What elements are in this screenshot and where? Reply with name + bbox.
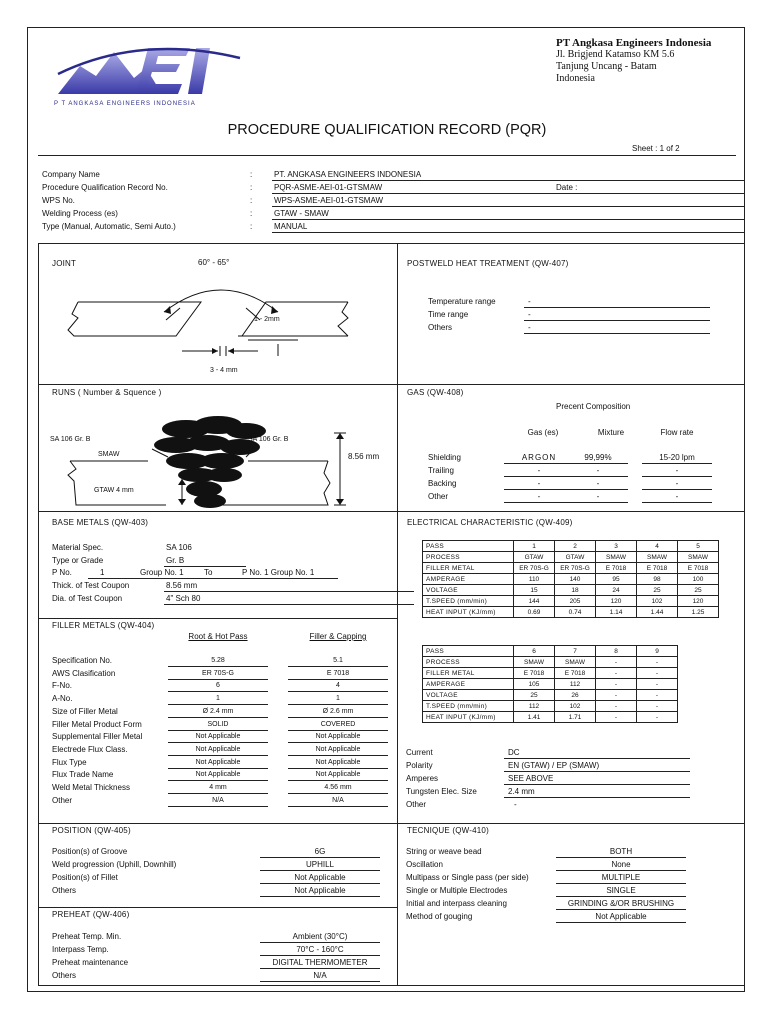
- diameter-value: 4" Sch 80: [166, 594, 201, 603]
- logo-subtitle: P T ANGKASA ENGINEERS INDONESIA: [54, 101, 196, 107]
- electrical-row: [423, 679, 678, 690]
- gas-col-flow: Flow rate: [660, 428, 694, 437]
- polarity-label: Polarity: [406, 761, 433, 770]
- company-address-2: Tanjung Uncang - Batam: [556, 61, 657, 72]
- filler-row-label: Electrede Flux Class.: [52, 745, 128, 754]
- thickness-label: Thick. of Test Coupon: [52, 581, 130, 590]
- gas-row-flow: -: [675, 466, 679, 475]
- filler-row-label: A-No.: [52, 694, 73, 703]
- electrical-cell: 95: [596, 574, 637, 585]
- technique-row-label: Single or Multiple Electrodes: [406, 886, 508, 895]
- base-metals-header: BASE METALS (QW-403): [52, 518, 149, 527]
- pno-label: P No.: [52, 568, 72, 577]
- electrical-cell: 0.74: [555, 607, 596, 618]
- filler-capping-value: Ø 2.6 mm: [322, 708, 354, 715]
- electrical-cell: GTAW: [555, 552, 596, 563]
- electrical-cell: 25: [678, 585, 719, 596]
- joint-diagram: [58, 256, 378, 378]
- position-row-label: Others: [52, 886, 77, 895]
- electrical-cell: 6: [514, 646, 555, 657]
- filler-col-capping: Filler & Capping: [309, 632, 367, 641]
- technique-row-value: MULTIPLE: [601, 873, 641, 882]
- amperes-value: SEE ABOVE: [508, 774, 554, 783]
- row-rule: [288, 755, 388, 756]
- position-header: POSITION (QW-405): [52, 826, 131, 835]
- electrical-cell: 1: [514, 541, 555, 552]
- filler-root-value: Not Applicable: [195, 746, 241, 753]
- filler-capping-value: Not Applicable: [315, 733, 361, 740]
- row-rule: [288, 730, 388, 731]
- row-rule: [288, 679, 388, 680]
- electrical-row-label: AMPERAGE: [423, 679, 514, 690]
- filler-capping-value: N/A: [332, 797, 344, 804]
- filler-root-value: 1: [216, 695, 220, 702]
- electrical-cell: -: [596, 668, 637, 679]
- group-label: Group No. 1: [140, 568, 184, 577]
- document-title: PROCEDURE QUALIFICATION RECORD (PQR): [227, 122, 547, 138]
- electrical-cell: SMAW: [637, 552, 678, 563]
- row-rule: [168, 717, 268, 718]
- filler-capping-value: 1: [336, 695, 340, 702]
- grade-label: Type or Grade: [52, 556, 104, 565]
- pwht-temp-label: Temperature range: [428, 297, 496, 306]
- electrical-row-label: T.SPEED (mm/min): [423, 701, 514, 712]
- electrical-cell: 18: [555, 585, 596, 596]
- joint-angle-label: 60° - 65°: [198, 258, 230, 267]
- technique-row-value: SINGLE: [606, 886, 636, 895]
- gas-row-gas: ARGON: [521, 453, 557, 462]
- electrical-row-label: T.SPEED (mm/min): [423, 596, 514, 607]
- wps-no-value: WPS-ASME-AEI-01-GTSMAW: [274, 196, 384, 205]
- electrical-row-label: HEAT INPUT (KJ/mm): [423, 607, 514, 618]
- company-address-1: Jl. Brigjend Katamso KM 5.6: [556, 49, 675, 60]
- row-rule: [168, 793, 268, 794]
- date-label: Date :: [556, 183, 578, 192]
- filler-metals-header: FILLER METALS (QW-404): [52, 621, 155, 630]
- filler-row-label: AWS Clasification: [52, 669, 116, 678]
- electrical-cell: 205: [555, 596, 596, 607]
- electrical-row-label: HEAT INPUT (KJ/mm): [423, 712, 514, 723]
- gas-col-mixture: Mixture: [597, 428, 625, 437]
- electrical-cell: -: [596, 701, 637, 712]
- to-label: To: [204, 568, 213, 577]
- welding-process-label: Welding Process (es): [42, 209, 118, 218]
- electrical-row: [423, 646, 678, 657]
- filler-row-label: Weld Metal Thickness: [52, 783, 130, 792]
- electrical-cell: -: [637, 712, 678, 723]
- wps-no-label: WPS No.: [42, 196, 75, 205]
- filler-row-label: F-No.: [52, 681, 72, 690]
- electrical-cell: 1.41: [514, 712, 555, 723]
- position-row-label: Position(s) of Groove: [52, 847, 128, 856]
- electrical-cell: 110: [514, 574, 555, 585]
- pqr-no-label: Procedure Qualification Record No.: [42, 183, 168, 192]
- filler-root-value: Ø 2.4 mm: [202, 708, 234, 715]
- polarity-value: EN (GTAW) / EP (SMAW): [508, 761, 600, 770]
- electrical-row-label: FILLER METAL: [423, 668, 514, 679]
- electrical-cell: 25: [637, 585, 678, 596]
- gas-row-label: Trailing: [428, 466, 454, 475]
- material-spec-label: Material Spec.: [52, 543, 104, 552]
- electrical-cell: SMAW: [596, 552, 637, 563]
- filler-capping-value: 5.1: [333, 657, 343, 664]
- pno-to-value: P No. 1 Group No. 1: [242, 568, 315, 577]
- technique-row-value: BOTH: [609, 847, 633, 856]
- electrical-cell: 1.25: [678, 607, 719, 618]
- filler-row-label: Flux Trade Name: [52, 770, 114, 779]
- gas-row-flow: -: [675, 492, 679, 501]
- filler-root-value: 4 mm: [209, 784, 227, 791]
- electrical-cell: E 7018: [678, 563, 719, 574]
- technique-row-value: GRINDING &/OR BRUSHING: [567, 899, 675, 908]
- row-rule: [556, 883, 686, 884]
- preheat-row-label: Interpass Temp.: [52, 945, 109, 954]
- row-rule: [168, 666, 268, 667]
- colon: :: [250, 222, 253, 231]
- row-rule: [168, 691, 268, 692]
- technique-header: TECNIQUE (QW-410): [407, 826, 489, 835]
- electrical-cell: 9: [637, 646, 678, 657]
- electrical-row-label: PROCESS: [423, 657, 514, 668]
- position-row-label: Weld progression (Uphill, Downhill): [52, 860, 177, 869]
- preheat-row-value: N/A: [313, 971, 327, 980]
- electrical-table-2: [422, 645, 678, 723]
- electrical-cell: E 7018: [555, 668, 596, 679]
- row-rule: [556, 857, 686, 858]
- electrical-cell: 112: [555, 679, 596, 690]
- pno-value: 1: [100, 568, 105, 577]
- filler-root-value: SOLID: [207, 721, 229, 728]
- electrical-cell: 1.44: [637, 607, 678, 618]
- type-label: Type (Manual, Automatic, Semi Auto.): [42, 222, 176, 231]
- row-rule: [168, 806, 268, 807]
- gas-row-label: Other: [428, 492, 449, 501]
- electrical-cell: E 7018: [596, 563, 637, 574]
- filler-capping-value: 4.56 mm: [324, 784, 352, 791]
- gas-row-label: Backing: [428, 479, 457, 488]
- joint-header: JOINT: [52, 259, 77, 268]
- row-rule: [288, 793, 388, 794]
- position-row-label: Position(s) of Fillet: [52, 873, 118, 882]
- gas-col-gas: Gas (es): [527, 428, 559, 437]
- filler-row-label: Specification No.: [52, 656, 113, 665]
- electrical-cell: 1.14: [596, 607, 637, 618]
- electrical-cell: 144: [514, 596, 555, 607]
- pqr-document: [27, 27, 745, 992]
- technique-row-value: None: [611, 860, 631, 869]
- preheat-row-value: 70°C - 160°C: [296, 945, 344, 954]
- colon: :: [250, 196, 253, 205]
- filler-root-value: Not Applicable: [195, 759, 241, 766]
- preheat-row-label: Preheat Temp. Min.: [52, 932, 122, 941]
- row-rule: [288, 768, 388, 769]
- electrical-cell: -: [596, 679, 637, 690]
- current-label: Current: [406, 748, 433, 757]
- electrical-cell: 26: [555, 690, 596, 701]
- row-rule: [556, 870, 686, 871]
- sheet-number: Sheet : 1 of 2: [632, 144, 680, 153]
- filler-row-label: Size of Filler Metal: [52, 707, 118, 716]
- row-rule: [168, 742, 268, 743]
- amperes-label: Amperes: [406, 774, 439, 783]
- electrical-cell: 100: [678, 574, 719, 585]
- pwht-others-label: Others: [428, 323, 453, 332]
- preheat-row-label: Preheat maintenance: [52, 958, 129, 967]
- electrical-cell: ER 70S-G: [555, 563, 596, 574]
- filler-capping-value: Not Applicable: [315, 746, 361, 753]
- electrical-cell: 102: [637, 596, 678, 607]
- row-rule: [260, 883, 380, 884]
- electrical-other-value: -: [514, 800, 517, 809]
- filler-row-label: Flux Type: [52, 758, 87, 767]
- electrical-cell: 2: [555, 541, 596, 552]
- filler-root-value: 6: [216, 682, 220, 689]
- runs-left-material: SA 106 Gr. B: [50, 436, 91, 443]
- electrical-cell: 112: [514, 701, 555, 712]
- filler-col-root: Root & Hot Pass: [188, 632, 248, 641]
- runs-thickness-label: 8.56 mm: [348, 452, 380, 461]
- electrical-cell: 15: [514, 585, 555, 596]
- technique-row-label: Oscillation: [406, 860, 443, 869]
- electrical-row: [423, 585, 719, 596]
- gas-row-mixture: 99,99%: [584, 453, 612, 462]
- gas-composition-label: Precent Composition: [556, 402, 631, 411]
- row-rule: [260, 857, 380, 858]
- filler-capping-value: Not Applicable: [315, 759, 361, 766]
- gas-row-mixture: -: [596, 492, 600, 501]
- electrical-cell: -: [637, 657, 678, 668]
- row-rule: [260, 955, 380, 956]
- runs-right-material: SA 106 Gr. B: [248, 436, 289, 443]
- electrical-cell: E 7018: [637, 563, 678, 574]
- electrical-row-label: FILLER METAL: [423, 563, 514, 574]
- row-rule: [288, 780, 388, 781]
- pqr-no-value: PQR-ASME-AEI-01-GTSMAW: [274, 183, 383, 192]
- electrical-row: [423, 668, 678, 679]
- electrical-row: [423, 701, 678, 712]
- preheat-row-value: Ambient (30°C): [292, 932, 348, 941]
- colon: :: [250, 170, 253, 179]
- technique-row-value: Not Applicable: [595, 912, 647, 921]
- row-rule: [288, 666, 388, 667]
- row-rule: [168, 679, 268, 680]
- electrical-row-label: AMPERAGE: [423, 574, 514, 585]
- electrical-row-label: VOLTAGE: [423, 585, 514, 596]
- gas-row-mixture: -: [596, 479, 600, 488]
- electrical-cell: 5: [678, 541, 719, 552]
- electrical-cell: 7: [555, 646, 596, 657]
- row-rule: [288, 742, 388, 743]
- filler-capping-value: COVERED: [320, 721, 356, 728]
- pwht-time-value: -: [528, 310, 531, 319]
- electrical-row: [423, 541, 719, 552]
- filler-root-value: Not Applicable: [195, 733, 241, 740]
- row-rule: [288, 717, 388, 718]
- diameter-label: Dia. of Test Coupon: [52, 594, 123, 603]
- row-rule: [260, 968, 380, 969]
- colon: :: [250, 183, 253, 192]
- electrical-row: [423, 563, 719, 574]
- row-rule: [288, 806, 388, 807]
- row-rule: [168, 704, 268, 705]
- filler-root-value: 5.28: [211, 657, 225, 664]
- electrical-row: [423, 607, 719, 618]
- electrical-cell: SMAW: [555, 657, 596, 668]
- electrical-cell: -: [637, 679, 678, 690]
- electrical-cell: ER 70S-G: [514, 563, 555, 574]
- electrical-cell: -: [637, 701, 678, 712]
- pwht-temp-value: -: [528, 297, 531, 306]
- electrical-cell: -: [596, 690, 637, 701]
- electrical-row: [423, 552, 719, 563]
- runs-gtaw-label: GTAW 4 mm: [94, 487, 134, 494]
- electrical-row: [423, 657, 678, 668]
- filler-capping-value: E 7018: [326, 670, 350, 677]
- row-rule: [260, 942, 380, 943]
- company-name-value: PT. ANGKASA ENGINEERS INDONESIA: [274, 170, 422, 179]
- electrical-cell: -: [596, 657, 637, 668]
- electrical-cell: 8: [596, 646, 637, 657]
- electrical-cell: SMAW: [678, 552, 719, 563]
- electrical-cell: 102: [555, 701, 596, 712]
- electrical-cell: 98: [637, 574, 678, 585]
- filler-root-value: ER 70S-G: [202, 670, 234, 677]
- electrical-table-1: [422, 540, 719, 618]
- electrical-row: [423, 596, 719, 607]
- electrical-header: ELECTRICAL CHARACTERISTIC (QW-409): [407, 518, 573, 527]
- electrical-cell: E 7018: [514, 668, 555, 679]
- company-name-label: Company Name: [42, 170, 100, 179]
- technique-row-label: Initial and interpass cleaning: [406, 899, 507, 908]
- electrical-cell: 105: [514, 679, 555, 690]
- position-row-value: 6G: [314, 847, 326, 856]
- row-rule: [260, 896, 380, 897]
- filler-root-value: Not Applicable: [195, 771, 241, 778]
- filler-capping-value: 4: [336, 682, 340, 689]
- tungsten-value: 2.4 mm: [508, 787, 535, 796]
- electrical-cell: 3: [596, 541, 637, 552]
- electrical-row-label: PASS: [423, 646, 514, 657]
- electrical-cell: 4: [637, 541, 678, 552]
- current-value: DC: [508, 748, 520, 757]
- technique-row-label: Method of gouging: [406, 912, 473, 921]
- electrical-row: [423, 712, 678, 723]
- gas-row-label: Shielding: [428, 453, 461, 462]
- type-value: MANUAL: [274, 222, 308, 231]
- thickness-value: 8.56 mm: [166, 581, 198, 590]
- gas-header: GAS (QW-408): [407, 388, 464, 397]
- electrical-row: [423, 690, 678, 701]
- electrical-row-label: VOLTAGE: [423, 690, 514, 701]
- row-rule: [288, 691, 388, 692]
- electrical-cell: SMAW: [514, 657, 555, 668]
- preheat-row-value: DIGITAL THERMOMETER: [272, 958, 368, 967]
- electrical-cell: GTAW: [514, 552, 555, 563]
- filler-root-value: N/A: [212, 797, 224, 804]
- gas-row-gas: -: [537, 479, 541, 488]
- gas-row-flow: 15-20 lpm: [659, 453, 695, 462]
- row-rule: [260, 981, 380, 982]
- electrical-cell: 140: [555, 574, 596, 585]
- electrical-row: [423, 574, 719, 585]
- row-rule: [168, 768, 268, 769]
- electrical-cell: 25: [514, 690, 555, 701]
- tungsten-label: Tungsten Elec. Size: [406, 787, 477, 796]
- pwht-header: POSTWELD HEAT TREATMENT (QW-407): [407, 259, 569, 268]
- electrical-cell: -: [637, 668, 678, 679]
- position-row-value: Not Applicable: [294, 886, 346, 895]
- colon: :: [250, 209, 253, 218]
- row-rule: [168, 730, 268, 731]
- filler-capping-value: Not Applicable: [315, 771, 361, 778]
- row-rule: [556, 896, 686, 897]
- electrical-cell: 1.71: [555, 712, 596, 723]
- row-rule: [168, 780, 268, 781]
- technique-row-label: String or weave bead: [406, 847, 482, 856]
- row-rule: [168, 755, 268, 756]
- position-row-value: Not Applicable: [294, 873, 346, 882]
- electrical-row-label: PROCESS: [423, 552, 514, 563]
- row-rule: [260, 870, 380, 871]
- filler-row-label: Supplemental Filler Metal: [52, 732, 143, 741]
- electrical-row-label: PASS: [423, 541, 514, 552]
- electrical-cell: 0.69: [514, 607, 555, 618]
- joint-gap-label: 3 - 4 mm: [210, 367, 238, 374]
- electrical-cell: 24: [596, 585, 637, 596]
- technique-row-label: Multipass or Single pass (per side): [406, 873, 529, 882]
- material-spec-value: SA 106: [166, 543, 192, 552]
- pwht-others-value: -: [528, 323, 531, 332]
- electrical-cell: -: [637, 690, 678, 701]
- row-rule: [288, 704, 388, 705]
- position-row-value: UPHILL: [305, 860, 334, 869]
- row-rule: [556, 909, 686, 910]
- electrical-cell: 120: [596, 596, 637, 607]
- filler-row-label: Other: [52, 796, 73, 805]
- preheat-row-label: Others: [52, 971, 77, 980]
- runs-smaw-label: SMAW: [98, 451, 120, 458]
- pwht-time-label: Time range: [428, 310, 469, 319]
- electrical-cell: -: [596, 712, 637, 723]
- joint-land-label: 1 - 2mm: [254, 316, 280, 323]
- grade-value: Gr. B: [166, 556, 185, 565]
- company-name: PT Angkasa Engineers Indonesia: [556, 37, 712, 49]
- preheat-header: PREHEAT (QW-406): [52, 910, 130, 919]
- gas-row-gas: -: [537, 492, 541, 501]
- gas-row-flow: -: [675, 479, 679, 488]
- runs-header: RUNS ( Number & Squence ): [52, 388, 162, 397]
- welding-process-value: GTAW - SMAW: [274, 209, 329, 218]
- electrical-other-label: Other: [406, 800, 427, 809]
- company-address-3: Indonesia: [556, 73, 595, 84]
- filler-row-label: Filler Metal Product Form: [52, 720, 142, 729]
- electrical-cell: 120: [678, 596, 719, 607]
- gas-row-mixture: -: [596, 466, 600, 475]
- row-rule: [556, 922, 686, 923]
- gas-row-gas: -: [537, 466, 541, 475]
